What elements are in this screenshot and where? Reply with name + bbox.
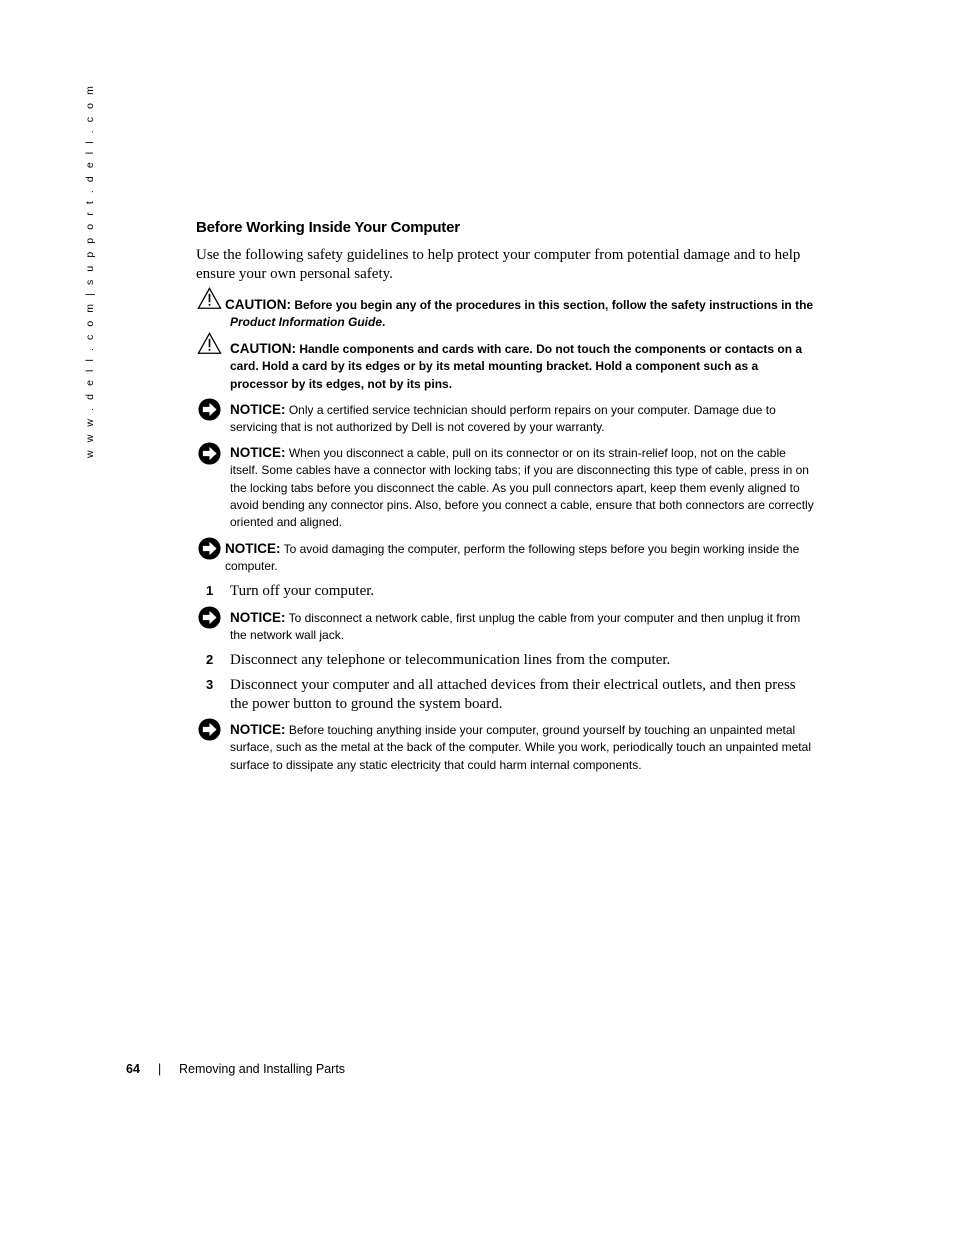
- notice-note-2: [196, 442, 816, 534]
- notice-arrow-icon: [198, 442, 221, 465]
- caution-note-text: [230, 340, 816, 393]
- warning-triangle-icon: [196, 287, 223, 311]
- step-text: Disconnect any telephone or telecommunication lines from the computer.: [230, 652, 671, 668]
- step-number: 3: [206, 677, 214, 692]
- caution-label: CAUTION:: [225, 297, 291, 312]
- caution-body: Handle components and cards with care. Do not touch the components or contacts on a card. Hold a card by its edges or by its metal mounting bracket. Hold a component such as a processor by its edges, not by its pins.: [230, 342, 803, 391]
- notice-note-text: [230, 401, 816, 437]
- step-text: Turn off your computer.: [230, 583, 375, 599]
- notice-note-text: [230, 609, 816, 645]
- notice-arrow-icon: [198, 398, 221, 421]
- notice-arrow-icon: [198, 606, 221, 629]
- step-number: 2: [206, 652, 214, 667]
- notice-arrow-icon: [198, 537, 221, 560]
- notice-note-3: [196, 537, 816, 577]
- sidebar-website-url: w w w . d e l l . c o m | s u p p o r t . d e l l . c o m: [84, 83, 96, 458]
- caution-note-2: [196, 332, 816, 394]
- notice-note-text: [230, 721, 816, 774]
- step-number: 1: [206, 583, 214, 598]
- notice-arrow-icon: [198, 718, 221, 741]
- notice-label: NOTICE:: [225, 541, 281, 556]
- step-text: Disconnect your computer and all attached devices from their electrical outlets, and then press the power button to ground the system board.: [230, 677, 796, 712]
- notice-body: When you disconnect a cable, pull on its connector or on its strain-relief loop, not on the cable itself. Some cables have a connector with locking tabs; if you are disconnecting this type of cable, press in on the locking tabs before you disconnect the cable. As you pull connectors apart, keep them evenly aligned to avoid bending any connector pins. Also, before you connect a cable, ensure that both connectors are correctly oriented and aligned.: [230, 446, 814, 530]
- notice-label: NOTICE:: [230, 722, 286, 737]
- footer-separator: |: [158, 1062, 162, 1076]
- chapter-title: Removing and Installing Parts: [179, 1062, 346, 1076]
- notice-body: To avoid damaging the computer, perform the following steps before you begin working inside the computer.: [225, 542, 800, 574]
- page-number: 64: [126, 1062, 140, 1076]
- notice-note-text: [225, 540, 816, 576]
- step-1: [206, 582, 816, 602]
- notice-body: Only a certified service technician should perform repairs on your computer. Damage due to servicing that is not authorized by Dell is not covered by your warranty.: [230, 403, 776, 435]
- notice-note-1: [196, 398, 816, 438]
- step-2: [206, 651, 816, 671]
- section-title: Before Working Inside Your Computer: [196, 219, 460, 236]
- step-3: [206, 676, 816, 716]
- caution-note-1: [196, 287, 816, 335]
- notice-body: To disconnect a network cable, first unplug the cable from your computer and then unplug it from the network wall jack.: [230, 611, 801, 643]
- guide-title: Product Information Guide: [230, 315, 382, 330]
- notice-label: NOTICE:: [230, 445, 286, 460]
- notice-note-4: [196, 606, 816, 646]
- caution-note-text: [225, 296, 816, 332]
- caution-label: CAUTION:: [230, 341, 296, 356]
- warning-triangle-icon: [196, 332, 223, 356]
- notice-label: NOTICE:: [230, 402, 286, 417]
- notice-note-text: [230, 444, 816, 531]
- caution-suffix: .: [382, 315, 386, 330]
- notice-note-5: [196, 718, 816, 776]
- intro-paragraph: Use the following safety guidelines to help protect your computer from potential damage and to help ensure your own personal safety.: [196, 247, 801, 282]
- notice-body: Before touching anything inside your computer, ground yourself by touching an unpainted metal surface, such as the metal at the back of the computer. While you work, periodically touch an unpainted metal surface to dissipate any static electricity that could harm internal components.: [230, 723, 811, 772]
- notice-label: NOTICE:: [230, 610, 286, 625]
- caution-body: Before you begin any of the procedures in this section, follow the safety instructions in the: [294, 298, 814, 312]
